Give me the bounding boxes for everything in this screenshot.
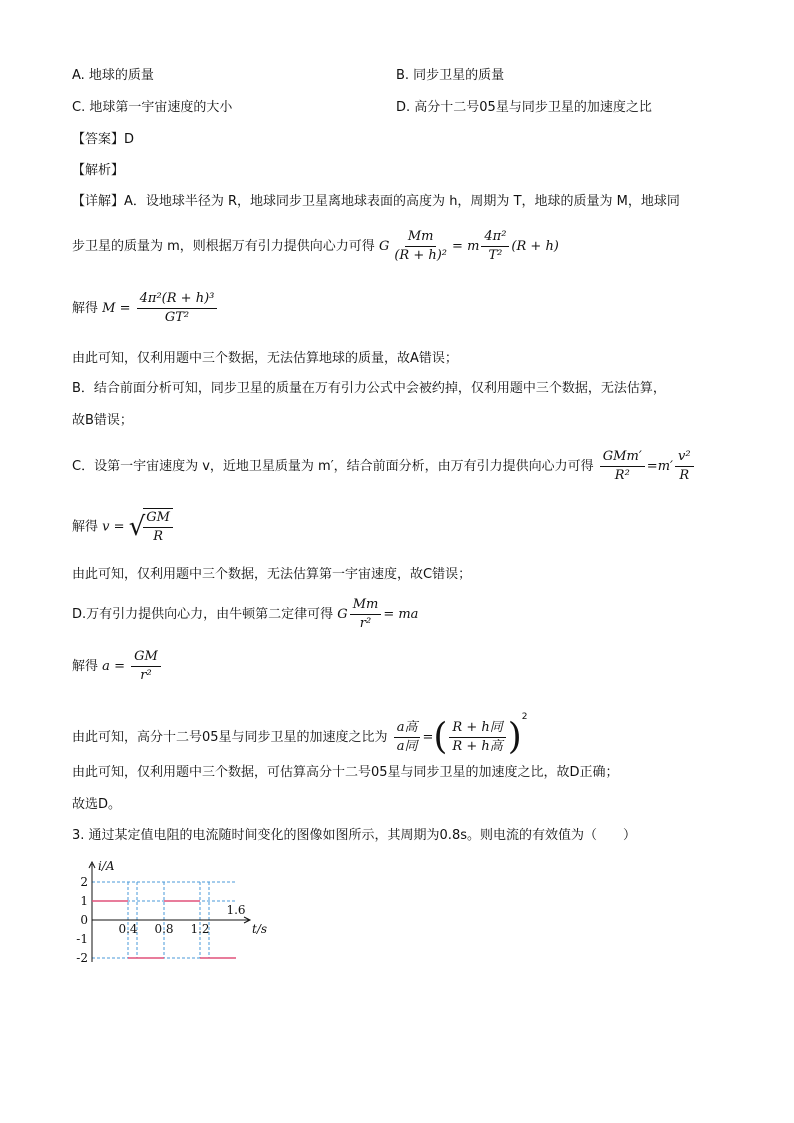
- line-d: D.万有引力提供向心力，由牛顿第二定律可得 G $\frac{Mm}{\text{r²}}$ = ma: [72, 597, 419, 631]
- line-b-2: 故B错误；: [72, 413, 133, 428]
- y-tick-label: 1: [80, 894, 88, 908]
- answer-label: 【答案】D: [72, 132, 135, 147]
- eq1-rhs-fraction: $\frac{\text{4π²}}{\text{T²}}$: [481, 228, 509, 265]
- x-axis-label: t/s: [252, 922, 268, 936]
- eq5-fraction: $\frac{Mm}{\text{r²}}$: [350, 596, 382, 633]
- solve-mass-line: 解得 M = $\frac{\text{4π²(R + h)³}}{\text{GT²}}$: [72, 290, 219, 327]
- y-tick-label: -1: [76, 932, 88, 946]
- line-c: C．设第一宇宙速度为 v，近地卫星质量为 m′，结合前面分析，由万有引力提供向心力可得 $\frac{\text{GMm′}}{\text{R²}}$ =m′ $\frac{\text{v²}}{R}$: [72, 448, 696, 485]
- line-a-conclusion: 由此可知，仅利用题中三个数据，无法估算地球的质量，故A错误；: [72, 351, 458, 366]
- eq3-lhs-fraction: $\frac{\text{GMm′}}{\text{R²}}$: [600, 448, 645, 485]
- eq6-fraction: $\frac{GM}{\text{r²}}$: [131, 648, 161, 685]
- line-b-1: B．结合前面分析可知，同步卫星的质量在万有引力公式中会被约掉，仅利用题中三个数据，无法估算，: [72, 381, 666, 396]
- x-tick-label: 1.6: [226, 903, 246, 917]
- detail-line-1: 【详解】A．设地球半径为 R，地球同步卫星离地球表面的高度为 h，周期为 T，地球的质量为 M，地球同: [72, 194, 680, 209]
- eq1-lhs-fraction: $\frac{Mm}{\text{(R + h)²}}$: [394, 229, 448, 263]
- eq7-lhs-fraction: $\frac{\text{a高}}{\text{a同}}$: [394, 719, 421, 756]
- option-b: B. 同步卫星的质量: [396, 68, 505, 83]
- eq3-rhs-fraction: $\frac{\text{v²}}{R}$: [675, 448, 694, 485]
- option-d: D. 高分十二号05星与同步卫星的加速度之比: [396, 100, 652, 115]
- analysis-label: 【解析】: [72, 163, 125, 178]
- x-tick-label: 0.8: [154, 922, 174, 936]
- eq7-rhs-fraction: $\frac{\text{R + h同}}{\text{R + h高}}$: [449, 719, 505, 756]
- y-tick-label: -2: [76, 951, 88, 965]
- question-3: 3. 通过某定值电阻的电流随时间变化的图像如图所示，其周期为0.8s。则电流的有效值为（ ）: [72, 828, 636, 843]
- detail-line-2-text: 步卫星的质量为 m，则根据万有引力提供向心力可得: [72, 239, 375, 254]
- solve-acceleration-line: 解得 a = $\frac{GM}{\text{r²}}$: [72, 648, 163, 685]
- line-c-conclusion: 由此可知，仅利用题中三个数据，无法估算第一宇宙速度，故C错误；: [72, 567, 472, 582]
- solve-velocity-line: 解得 v = √ $\frac{GM}{R}$: [72, 508, 175, 546]
- line-d-ratio: 由此可知，高分十二号05星与同步卫星的加速度之比为 $\frac{\text{a高}}{\text{a同}}$ =( $\frac{\text{R + h同}}{\text{R + h高}}$ )$^2$: [72, 712, 528, 758]
- line-d-conclusion: 由此可知，仅利用题中三个数据，可估算高分十二号05星与同步卫星的加速度之比，故D正确；: [72, 765, 619, 780]
- y-tick-label: 0: [80, 913, 88, 927]
- y-axis-label: i/A: [98, 859, 115, 873]
- option-a: A. 地球的质量: [72, 68, 154, 83]
- sqrt-expression: √ $\frac{GM}{R}$: [129, 508, 175, 546]
- current-time-chart: [70, 856, 280, 968]
- x-tick-label: 0.4: [118, 922, 138, 936]
- eq2-fraction: $\frac{\text{4π²(R + h)³}}{\text{GT²}}$: [137, 290, 218, 327]
- option-c: C. 地球第一宇宙速度的大小: [72, 100, 233, 115]
- y-tick-label: 2: [80, 875, 88, 889]
- final-choice: 故选D。: [72, 797, 122, 812]
- detail-line-2: 步卫星的质量为 m，则根据万有引力提供向心力可得 G $\frac{Mm}{\text{(R + h)²}}$ = m $\frac{\text{4π²}}{\text{T²}}$ (R + h): [72, 229, 559, 263]
- x-tick-label: 1.2: [190, 922, 210, 936]
